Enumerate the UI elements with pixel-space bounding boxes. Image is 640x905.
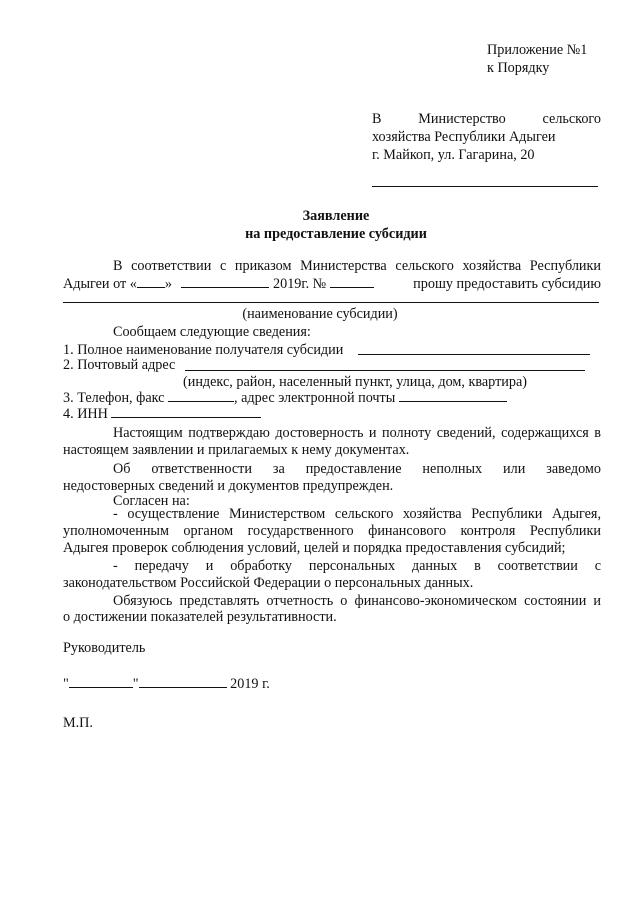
email-label: , адрес электронной почты xyxy=(234,390,396,406)
intro-date-quote: » xyxy=(164,276,172,292)
date-quote-open: " xyxy=(63,676,69,692)
responsibility-line-2: недостоверных сведений и документов предупрежден. xyxy=(63,478,394,494)
intro-date-prefix: Адыгеи от « xyxy=(63,276,137,292)
day-blank[interactable] xyxy=(137,275,165,288)
consent-p2-line-1: - передачу и обработку персональных данных в соответствии с xyxy=(113,558,601,574)
intro-request-text: прошу предоставить субсидию xyxy=(413,276,601,292)
address-caption: (индекс, район, населенный пункт, улица, дом, квартира) xyxy=(183,374,527,390)
intro-year-number: 2019г. № xyxy=(273,276,327,292)
phone-label: 3. Телефон, факс xyxy=(63,390,165,406)
intro-line-2 xyxy=(63,275,601,293)
addressee-line-1 xyxy=(372,110,601,128)
info-item-2: 2. Почтовый адрес xyxy=(63,357,176,373)
addressee-word-v: В xyxy=(372,111,382,127)
info-item-4 xyxy=(63,405,261,423)
consent-p1-line-2: уполномоченным органом государственного финансового контроля Республики xyxy=(63,523,601,539)
signature-head-label: Руководитель xyxy=(63,640,146,656)
subsidy-caption: (наименование субсидии) xyxy=(242,306,398,322)
responsibility-line-1: Об ответственности за предоставление неполных или заведомо xyxy=(113,461,601,477)
subsidy-name-line[interactable] xyxy=(63,302,599,303)
signature-month-blank[interactable] xyxy=(139,675,227,688)
info-item-1: 1. Полное наименование получателя субсидии xyxy=(63,342,344,358)
addressee-line-3: г. Майкоп, ул. Гагарина, 20 xyxy=(372,147,535,163)
postal-address-line[interactable] xyxy=(185,370,585,371)
confirm-line-1: Настоящим подтверждаю достоверность и полноту сведений, содержащихся в xyxy=(113,425,601,441)
consent-p2-line-2: законодательством Российской Федерации о персональных данных. xyxy=(63,575,474,591)
inn-label: 4. ИНН xyxy=(63,406,108,422)
date-quote-close: " xyxy=(132,676,139,692)
intro-line-1: В соответствии с приказом Министерства сельского хозяйства Республики xyxy=(113,258,601,274)
obligation-line-2: о достижении показателей результативности. xyxy=(63,609,337,625)
signature-date xyxy=(63,675,270,693)
confirm-line-2: настоящем заявлении и прилагаемых к нему документах. xyxy=(63,442,410,458)
consent-p1-line-1: - осуществление Министерством сельского хозяйства Республики Адыгея, xyxy=(113,506,601,522)
document-title: Заявление xyxy=(302,208,370,224)
signature-year: 2019 г. xyxy=(230,676,270,692)
order-number-blank[interactable] xyxy=(330,275,374,288)
recipient-name-line[interactable] xyxy=(358,354,590,355)
signature-day-blank[interactable] xyxy=(69,675,133,688)
appendix-line-2: к Порядку xyxy=(487,60,550,76)
month-blank[interactable] xyxy=(181,275,269,288)
phone-blank[interactable] xyxy=(168,389,234,402)
appendix-line-1: Приложение №1 xyxy=(487,42,588,58)
inn-blank[interactable] xyxy=(111,405,261,418)
addressee-line-2: хозяйства Республики Адыгеи xyxy=(372,129,556,145)
stamp-label: М.П. xyxy=(63,715,93,731)
info-heading: Сообщаем следующие сведения: xyxy=(113,324,311,340)
addressee-word-ministry: Министерство xyxy=(418,111,506,127)
addressee-signature-line xyxy=(372,186,598,187)
consent-heading: Согласен на: xyxy=(113,493,190,509)
document-subtitle: на предоставление субсидии xyxy=(245,226,427,242)
email-blank[interactable] xyxy=(399,389,507,402)
consent-p1-line-3: Адыгея проверок соблюдения условий, целей и порядка предоставления субсидий; xyxy=(63,540,566,556)
addressee-word-agri: сельского xyxy=(542,111,601,127)
obligation-line-1: Обязуюсь представлять отчетность о финансово-экономическом состоянии и xyxy=(113,593,601,609)
